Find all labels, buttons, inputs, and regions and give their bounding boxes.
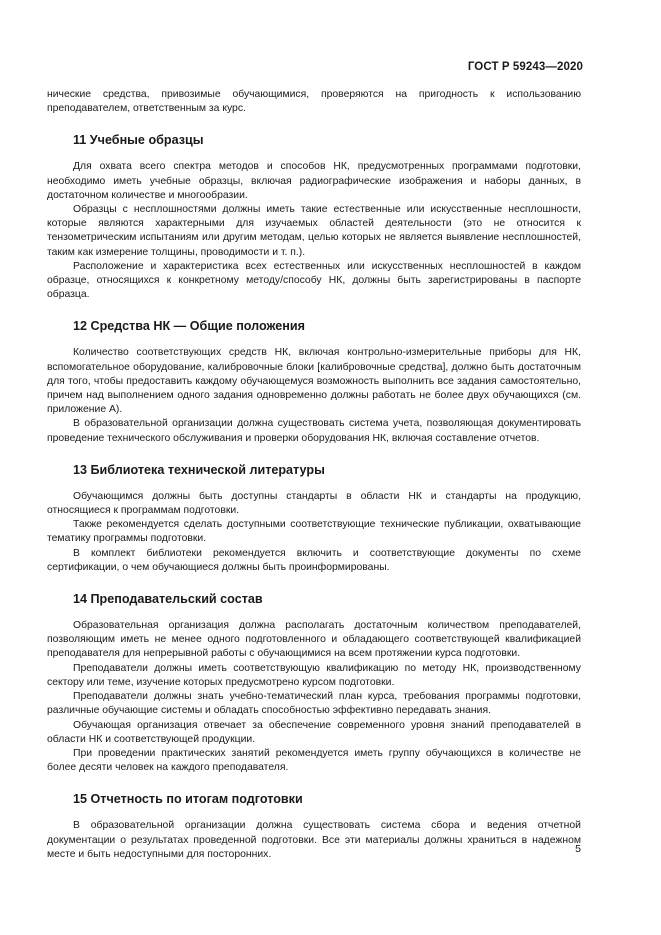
paragraph: Обучающимся должны быть доступны стандарты в области НК и стандарты на продукцию, относящиеся к программам подготовки.: [47, 490, 581, 517]
paragraph: Количество соответствующих средств НК, включая контрольно-измерительные приборы для НК, вспомогательное оборудование, калибровочные блоки [калибровочные средства], должно быть достаточным для того, чтобы предоставить каждому обучающемуся возможность выполнить все задания самостоятельно, причем над выполнением одного задания одновременно должны работать не более двух обучающихся (см. приложение А).: [47, 347, 581, 416]
paragraph: Образцы с несплошностями должны иметь такие естественные или искусственные несплошности, которые являются характерными для изучаемых областей деятельности (это не относится к тензометрическим испытаниям или другим методам, целью которых не является выявление несплошностей, таким как измерение толщины, проводимости и т. п.).: [47, 204, 581, 258]
page-number: 5: [575, 843, 581, 855]
paragraph: Преподаватели должны знать учебно-тематический план курса, требования программы подготовки, различные обучающие системы и обладать способностью эффективно передавать знания.: [47, 691, 581, 717]
paragraph: Также рекомендуется сделать доступными соответствующие технические публикации, охватывающие тематику программы подготовки.: [47, 519, 581, 545]
paragraph: Преподаватели должны иметь соответствующую квалификацию по методу НК, производственному сектору или теме, изучение которых предусмотрено курсом подготовки.: [47, 662, 581, 688]
continuation-paragraph: нические средства, привозимые обучающимися, проверяются на пригодность к использованию преподавателем, ответственным за курс.: [47, 89, 581, 115]
section-title: 14 Преподавательский состав: [73, 592, 263, 607]
paragraph: В комплект библиотеки рекомендуется включить и соответствующие документы по схеме сертификации, о чем обучающиеся должны быть проинформированы.: [47, 547, 581, 573]
section-title: 15 Отчетность по итогам подготовки: [73, 792, 303, 807]
section-title: 11 Учебные образцы: [73, 133, 204, 148]
section-title: 12 Средства НК — Общие положения: [73, 319, 306, 334]
section-title: 13 Библиотека технической литературы: [73, 462, 325, 477]
page-content: [47, 88, 581, 862]
paragraph: Расположение и характеристика всех естественных или искусственных несплошностей в каждом образце, относящихся к конкретному методу/способу НК, должны быть зарегистрированы в паспорте образца.: [47, 260, 581, 301]
paragraph: В образовательной организации должна существовать система сбора и ведения отчетной документации о результатах проведенной подготовки. Все эти материалы должны храниться в надежном месте и быть недоступными для посторонних.: [47, 820, 581, 860]
paragraph: В образовательной организации должна существовать система учета, позволяющая документировать проведение технического обслуживания и проверки оборудования НК, включая составление отчетов.: [47, 418, 581, 444]
paragraph: При проведении практических занятий рекомендуется иметь группу обучающихся в количестве не более десяти человек на каждого преподавателя.: [47, 747, 581, 774]
document-id: ГОСТ Р 59243—2020: [467, 61, 583, 73]
paragraph: Образовательная организация должна располагать достаточным количеством преподавателей, позволяющим иметь не менее одного подготовленного и обладающего соответствующей квалификацией преподавателя для непрерывной работы с обучающимися на всем протяжении курса подготовки.: [47, 620, 581, 660]
paragraph: Обучающая организация отвечает за обеспечение современного уровня знаний преподавателей в области НК и соответствующей продукции.: [47, 719, 581, 745]
paragraph: Для охвата всего спектра методов и способов НК, предусмотренных программами подготовки, необходимо иметь учебные образцы, включая радиографические изображения и наборы данных, в достаточном количестве и многообразии.: [47, 161, 581, 201]
